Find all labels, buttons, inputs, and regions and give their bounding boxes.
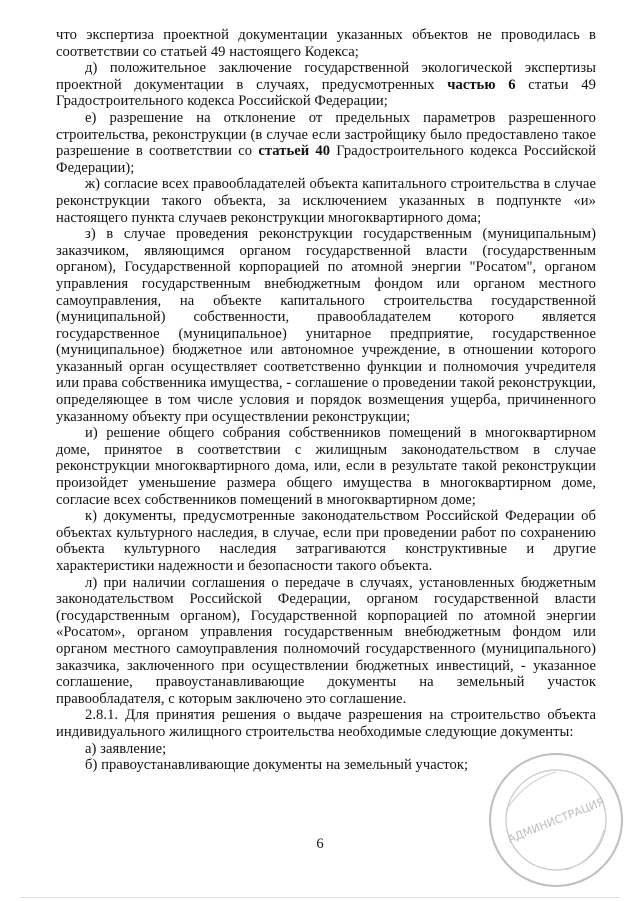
stamp-label: АДМИНИСТРАЦИЯ [505,795,607,846]
document-body [56,27,596,774]
page-number: 6 [316,836,324,852]
paragraph [56,226,596,425]
bold-reference: частью 6 [447,76,516,93]
text-run: и) решение общего собрания собственников помещений в многоквартирном доме, принятое в соответствии с жилищным законодательством в случае реконструкции многоквартирного дома, или, если в результате такой реконструкции произойдет уменьшение размера общего имущества в многоквартирном доме, согласие всех собственников помещений в многоквартирном доме; [56,425,596,508]
text-run: к) документы, предусмотренные законодательством Российской Федерации об объектах культурного наследия, в случае, если при проведении работ по сохранению объекта культурного наследия затрагиваются конструктивные и другие характеристики надежности и безопасности такого объекта. [56,508,596,574]
paragraph [56,176,596,226]
bold-reference: статьей 40 [258,143,331,160]
paragraph [56,575,596,708]
text-run: л) при наличии соглашения о передаче в случаях, установленных бюджетным законодательством Российской Федерации, органом государственной власти (государственным органом), Государственной корпорацией по атомной энергии «Росатом», органом управления государственным внебюджетным фондом или органом местного самоуправления полномочий государственного (муниципального) заказчика, заключенного при осуществлении бюджетных инвестиций, - указанное соглашение, правоустанавливающие документы на земельный участок правообладателя, с которым заключено это соглашение. [56,574,596,707]
paragraph [56,110,596,176]
paragraph [56,60,596,110]
page-edge [20,897,620,898]
paragraph [56,508,596,574]
text-run: з) в случае проведения реконструкции государственным (муниципальным) заказчиком, являющимся органом государственной власти (государственным органом), Государственной корпорацией по атомной энергии "Росатом", органом управления государственным внебюджетным фондом или органом местного самоуправления, на объекте капитального строительства государственной (муниципальной) собственности, правообладателем которого является государственное (муниципальное) унитарное предприятие, государственное (муниципальное) бюджетное или автономное учреждение, в отношении которого указанный орган осуществляет соответственно функции и полномочия учредителя или права собственника имущества, - соглашение о проведении такой реконструкции, определяющее в том числе условия и порядок возмещения ущерба, причиненного указанному объекту при осуществлении реконструкции; [56,226,596,425]
text-run: 2.8.1. Для принятия решения о выдаче разрешения на строительство объекта индивидуального жилищного строительства необходимые следующие документы: [56,707,596,740]
text-run: е) разрешение на отклонение от предельных параметров разрешенного строительства, реконструкции (в случае если застройщику было предоставлено такое разрешение в соответствии со [56,109,596,160]
text-run: статьи 49 Градостроительного кодекса Российской Федерации; [56,76,596,110]
text-run: ж) согласие всех правообладателей объекта капитального строительства в случае реконструкции такого объекта, за исключением указанных в подпункте «и» настоящего пункта случаев реконструкции многоквартирного дома; [56,176,596,226]
text-run: б) правоустанавливающие документы на земельный участок; [85,757,469,774]
text-run: что экспертиза проектной документации указанных объектов не проводилась в соответствии со статьей 49 настоящего Кодекса; [56,27,596,60]
paragraph [56,27,596,60]
paragraph [56,425,596,508]
text-run: а) заявление; [85,740,167,757]
stamp-seal [486,750,626,890]
paragraph [56,707,596,740]
text-run: Градостроительного кодекса Российской Федерации); [56,143,596,176]
text-run: д) положительное заключение государственной экологической экспертизы проектной документации в случаях, предусмотренных [56,60,596,93]
